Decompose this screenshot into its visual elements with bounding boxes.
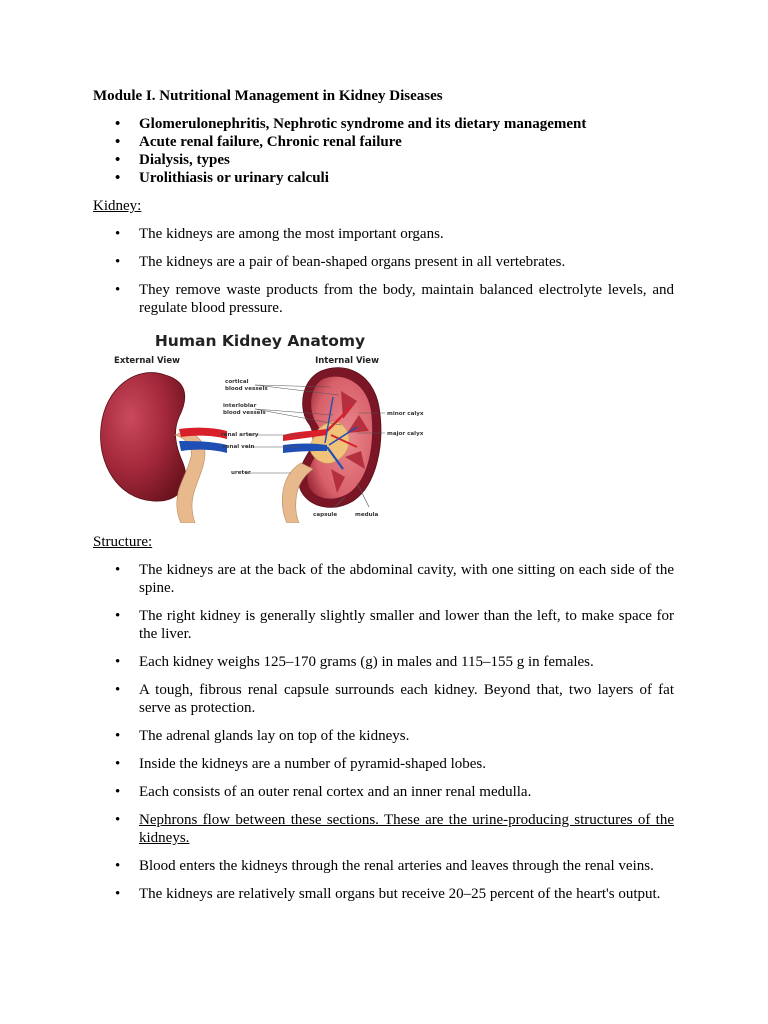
kidney-points (93, 225, 674, 317)
topic-item: • Urolithiasis or urinary calculi (93, 169, 674, 187)
kidney-anatomy-figure (95, 327, 425, 523)
structure-point: • The adrenal glands lay on top of the kidneys. (93, 727, 674, 745)
document-content (93, 87, 674, 913)
external-kidney (101, 373, 227, 523)
kidney-point: • The kidneys are a pair of bean-shaped organs present in all vertebrates. (93, 253, 674, 271)
label-cortical: cortical (225, 379, 249, 385)
kidney-point: • They remove waste products from the body, maintain balanced electrolyte levels, and regulate blood pressure. (93, 281, 674, 317)
label-medula: medula (355, 512, 379, 518)
structure-point: • Nephrons flow between these sections. These are the urine-producing structures of the kidneys. (93, 811, 674, 847)
structure-point: • Each kidney weighs 125–170 grams (g) in males and 115–155 g in females. (93, 653, 674, 671)
structure-point: • The kidneys are at the back of the abdominal cavity, with one sitting on each side of the spine. (93, 561, 674, 597)
structure-point: • The right kidney is generally slightly smaller and lower than the left, to make space for the liver. (93, 607, 674, 643)
kidney-section-label: Kidney: (93, 198, 142, 214)
structure-points (93, 561, 674, 903)
structure-point: • Each consists of an outer renal cortex and an inner renal medulla. (93, 783, 674, 801)
label-capsule: capsule (313, 512, 338, 518)
structure-point: • Inside the kidneys are a number of pyramid-shaped lobes. (93, 755, 674, 773)
label-ureter: ureter (231, 470, 251, 476)
structure-point: • The kidneys are relatively small organs but receive 20–25 percent of the heart's output. (93, 885, 674, 903)
label-minor-calyx: minor calyx (387, 411, 424, 417)
topic-item: • Glomerulonephritis, Nephrotic syndrome and its dietary management (93, 115, 674, 133)
label-renal-vein: renal vein (223, 444, 255, 450)
structure-section-label: Structure: (93, 534, 153, 550)
internal-kidney (282, 368, 381, 523)
topic-item: • Acute renal failure, Chronic renal failure (93, 133, 674, 151)
structure-point: • Blood enters the kidneys through the renal arteries and leaves through the renal veins. (93, 857, 674, 875)
topic-list (93, 115, 674, 187)
label-cortical-vessels: blood vessels (225, 386, 268, 392)
internal-view-label: Internal View (315, 356, 379, 366)
figure-title: Human Kidney Anatomy (154, 332, 366, 350)
label-interlobar: interloblar (223, 403, 257, 409)
label-interlobar-vessels: blood vessels (223, 410, 266, 416)
module-title: Module I. Nutritional Management in Kidney Diseases (93, 88, 443, 104)
structure-point: • A tough, fibrous renal capsule surrounds each kidney. Beyond that, two layers of fat serve as protection. (93, 681, 674, 717)
kidney-anatomy-illustration (95, 327, 425, 523)
kidney-point: • The kidneys are among the most important organs. (93, 225, 674, 243)
external-view-label: External View (114, 356, 180, 366)
topic-item: • Dialysis, types (93, 151, 674, 169)
label-renal-artery: renal artery (221, 432, 259, 438)
label-major-calyx: major calyx (387, 431, 424, 437)
